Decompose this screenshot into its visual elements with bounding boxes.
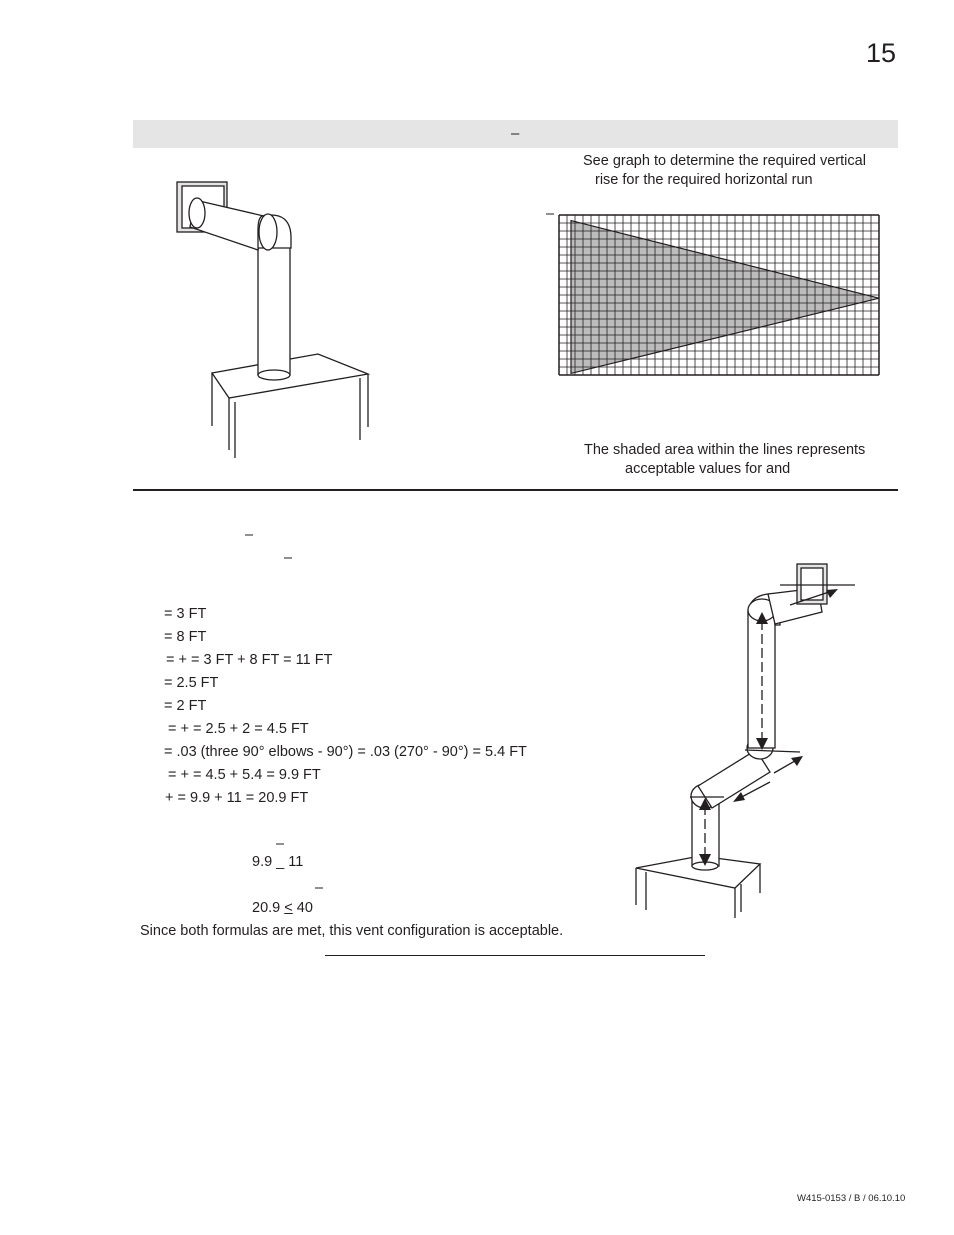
example-dash-2: – — [284, 550, 293, 566]
example-dash-1: – — [245, 527, 254, 543]
formula2-value: 20.9 — [252, 900, 281, 916]
graph-caption-bottom-2: acceptable values for and — [625, 461, 791, 477]
graph-caption-top-2: rise for the required horizontal run — [595, 172, 813, 188]
calc-line-2: = 8 FT — [164, 629, 207, 645]
calc-line-7: = .03 (three 90° elbows - 90°) = .03 (270° - 90°) = 5.4 FT — [164, 744, 527, 760]
calc-line-3: = + = 3 FT + 8 FT = 11 FT — [166, 652, 333, 668]
graph-axis-dash: – — [546, 206, 555, 222]
calc-line-6: = + = 2.5 + 2 = 4.5 FT — [168, 721, 309, 737]
section-header-dash: – — [511, 125, 520, 142]
formula2-dash: – — [315, 880, 324, 896]
graph-caption-bottom-1: The shaded area within the lines represents — [584, 442, 866, 458]
page-number: 15 — [866, 38, 897, 68]
conclusion-text: Since both formulas are met, this vent configuration is acceptable. — [140, 923, 564, 939]
calc-line-5: = 2 FT — [164, 698, 207, 714]
formula1-dash: – — [276, 836, 285, 852]
graph-caption-top-1: See graph to determine the required vertical — [583, 153, 866, 169]
formula1-result: 9.9 _ 11 — [252, 854, 304, 870]
calc-line-4: = 2.5 FT — [164, 675, 219, 691]
end-rule — [325, 955, 705, 956]
formula2-limit: 40 — [296, 900, 313, 916]
formula2-result — [252, 900, 313, 916]
section-divider — [133, 489, 898, 491]
calc-line-1: = 3 FT — [164, 606, 207, 622]
acceptable-region — [571, 221, 879, 374]
document-footer-code: W415-0153 / B / 06.10.10 — [797, 1193, 906, 1204]
vent-rise-run-graph — [558, 214, 880, 376]
calc-line-8: = + = 4.5 + 5.4 = 9.9 FT — [168, 767, 321, 783]
formula2-operator: < — [284, 900, 293, 916]
calc-line-9: + = 9.9 + 11 = 20.9 FT — [165, 790, 309, 806]
